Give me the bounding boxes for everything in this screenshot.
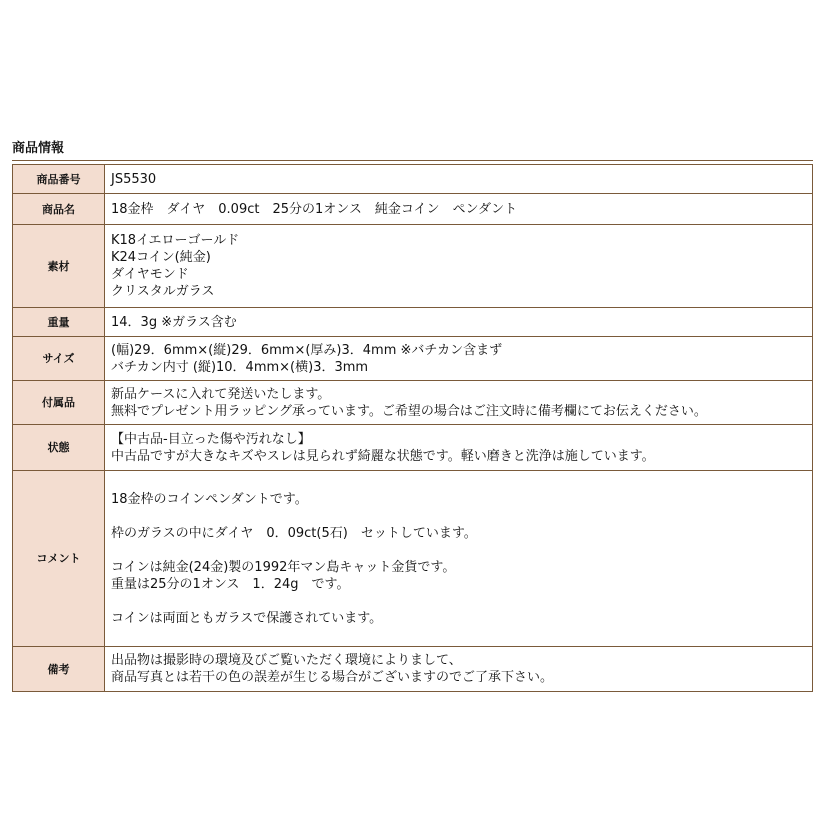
value-line: コインは純金(24金)製の1992年マン島キャット金貨です。 [111, 559, 456, 575]
value-line: 枠のガラスの中にダイヤ 0．09ct(5石) セットしています。 [111, 525, 477, 541]
blank-line [111, 593, 806, 610]
row-value [105, 194, 813, 225]
blank-line [111, 542, 806, 559]
value-line: 18金枠 ダイヤ 0.09ct 25分の1オンス 純金コイン ペンダント [111, 201, 518, 217]
value-line: クリスタルガラス [111, 284, 215, 299]
value-line: 出品物は撮影時の環境及びご覧いただく環境によりまして、 [111, 653, 462, 668]
row-value [105, 425, 813, 471]
row-label: 商品番号 [13, 165, 105, 194]
row-value [105, 471, 813, 647]
row-label: コメント [13, 471, 105, 647]
value-line: バチカン内寸 (縦)10．4mm×(横)3．3mm [111, 359, 369, 375]
row-value [105, 308, 813, 337]
blank-line [111, 508, 806, 525]
value-line: JS5530 [111, 171, 157, 187]
row-label: 備考 [13, 647, 105, 692]
table-row-size [13, 337, 813, 381]
table-row-accessories [13, 381, 813, 425]
product-info-table [12, 164, 813, 692]
row-value [105, 225, 813, 308]
row-value [105, 337, 813, 381]
row-label: 重量 [13, 308, 105, 337]
row-label: 状態 [13, 425, 105, 471]
value-line: 新品ケースに入れて発送いたします。 [111, 386, 331, 402]
section-title: 商品情報 [12, 139, 813, 161]
table-row-notes [13, 647, 813, 692]
value-line: 18金枠のコインペンダントです。 [111, 491, 308, 507]
value-line: K18イエローゴールド [111, 233, 240, 248]
value-line: 重量は25分の1オンス 1．24g です。 [111, 576, 350, 592]
table-row-material [13, 225, 813, 308]
row-label: 商品名 [13, 194, 105, 225]
value-line: (幅)29．6mm×(縦)29．6mm×(厚み)3．4mm ※バチカン含まず [111, 342, 503, 358]
table-row-weight [13, 308, 813, 337]
table-row-condition [13, 425, 813, 471]
value-line: K24コイン(純金) [111, 250, 211, 265]
row-value [105, 381, 813, 425]
row-label: 素材 [13, 225, 105, 308]
table-row-product-name [13, 194, 813, 225]
value-line: 14．3g ※ガラス含む [111, 314, 237, 330]
value-line: 中古品ですが大きなキズやスレは見られず綺麗な状態です。軽い磨きと洗浄は施しています。 [111, 448, 655, 464]
row-value [105, 647, 813, 692]
value-line: ダイヤモンド [111, 267, 189, 282]
table-row-product-number [13, 165, 813, 194]
table-row-comment [13, 471, 813, 647]
value-line: 無料でプレゼント用ラッピング承っています。ご希望の場合はご注文時に備考欄にてお伝えください。 [111, 403, 707, 419]
row-label: サイズ [13, 337, 105, 381]
value-line: 【中古品-目立った傷や汚れなし】 [111, 431, 311, 447]
value-line: 商品写真とは若干の色の誤差が生じる場合がございますのでご了承下さい。 [111, 670, 554, 685]
row-value [105, 165, 813, 194]
value-line: コインは両面ともガラスで保護されています。 [111, 610, 383, 626]
row-label: 付属品 [13, 381, 105, 425]
product-info-section [12, 139, 813, 692]
